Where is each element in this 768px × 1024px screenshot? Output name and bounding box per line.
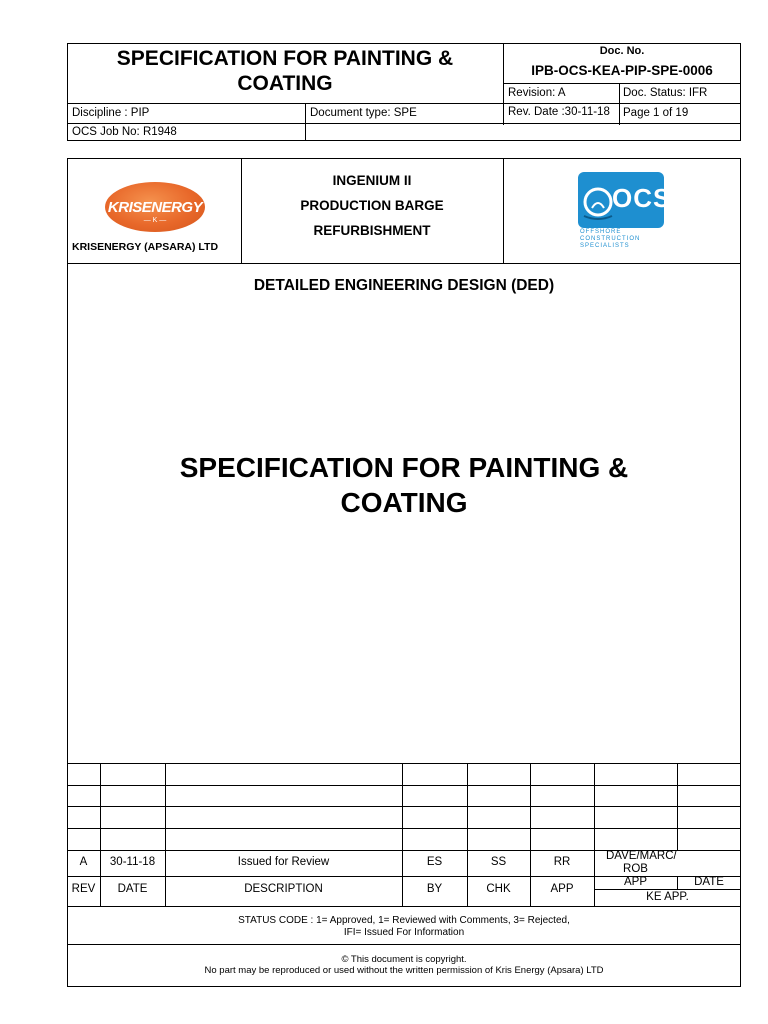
row-a-chk: SS: [490, 856, 507, 868]
ded-subtitle: DETAILED ENGINEERING DESIGN (DED): [253, 277, 555, 294]
col-header-description: DESCRIPTION: [244, 883, 323, 895]
doc-no: IPB-OCS-KEA-PIP-SPE-0006: [531, 63, 713, 78]
row-a-description: Issued for Review: [237, 856, 330, 868]
ocs-logo-text: OCS: [612, 183, 672, 213]
project-line-2: PRODUCTION BARGE: [300, 198, 444, 213]
document-main-title: SPECIFICATION FOR PAINTING & COATING: [179, 452, 629, 518]
logo-row-bottom: [67, 263, 741, 264]
copyright-line-2: No part may be reproduced or used without the written permission of Kris Energy (Apsara) LTD: [204, 965, 604, 976]
rev-table-h2: [67, 785, 741, 786]
ocs-job-no: OCS Job No: R1948: [72, 126, 177, 138]
copyright-line-1: © This document is copyright.: [341, 954, 467, 965]
status-code-line-1: STATUS CODE : 1= Approved, 1= Reviewed with Comments, 3= Rejected,: [238, 915, 570, 926]
rev-table-h1: [67, 763, 741, 764]
row-a-app: RR: [553, 856, 571, 868]
status-code-line-2: IFI= Issued For Information: [343, 927, 465, 938]
col-header-ke-app-date: DATE: [694, 876, 724, 888]
col-header-ke-app: KE APP.: [646, 891, 689, 903]
row-a-by: ES: [426, 856, 443, 868]
col-header-chk: CHK: [486, 883, 511, 895]
document-type: Document type: SPE: [310, 107, 417, 119]
logo-row-divider-2: [503, 158, 504, 264]
rev-table-h7: [594, 889, 741, 890]
header-divider-h2: [67, 103, 741, 104]
doc-status: Doc. Status: IFR: [623, 87, 708, 99]
revision: Revision: A: [508, 87, 566, 99]
ocs-logo-sub-3: SPECIALISTS: [580, 243, 630, 249]
col-header-app: APP: [550, 883, 574, 895]
header-divider-v3: [305, 103, 306, 141]
header-divider-h1: [503, 83, 741, 84]
rev-date: Rev. Date :30-11-18: [508, 106, 610, 118]
col-header-rev: REV: [71, 883, 96, 895]
rev-table-h3: [67, 806, 741, 807]
krisenergy-logo-text: KRISENERGY: [107, 199, 203, 216]
rev-table-v7: [677, 763, 678, 850]
header-divider-v2: [619, 83, 620, 125]
project-line-1: INGENIUM II: [332, 173, 412, 188]
col-header-ke-app-app: APP: [623, 876, 647, 888]
project-line-3: REFURBISHMENT: [313, 223, 431, 238]
ocs-logo-sub-1: OFFSHORE: [580, 229, 622, 235]
row-a-rev: A: [79, 856, 88, 868]
client-name: KRISENERGY (APSARA) LTD: [72, 241, 219, 253]
discipline: Discipline : PIP: [72, 107, 150, 119]
krisenergy-logo-sub: — K —: [143, 217, 167, 224]
header-title: SPECIFICATION FOR PAINTING & COATING: [116, 47, 454, 95]
col-header-by: BY: [426, 883, 443, 895]
rev-table-h4: [67, 828, 741, 829]
col-header-date: DATE: [117, 883, 148, 895]
cover-border: [67, 158, 741, 907]
ocs-logo-sub-2: CONSTRUCTION: [580, 236, 641, 242]
doc-no-label: Doc. No.: [599, 45, 645, 57]
row-a-ke-app: DAVE/MARC/ ROB: [606, 850, 677, 875]
row-a-date: 30-11-18: [109, 856, 156, 868]
page-number: Page 1 of 19: [623, 107, 689, 119]
header-divider-h3: [67, 123, 741, 124]
